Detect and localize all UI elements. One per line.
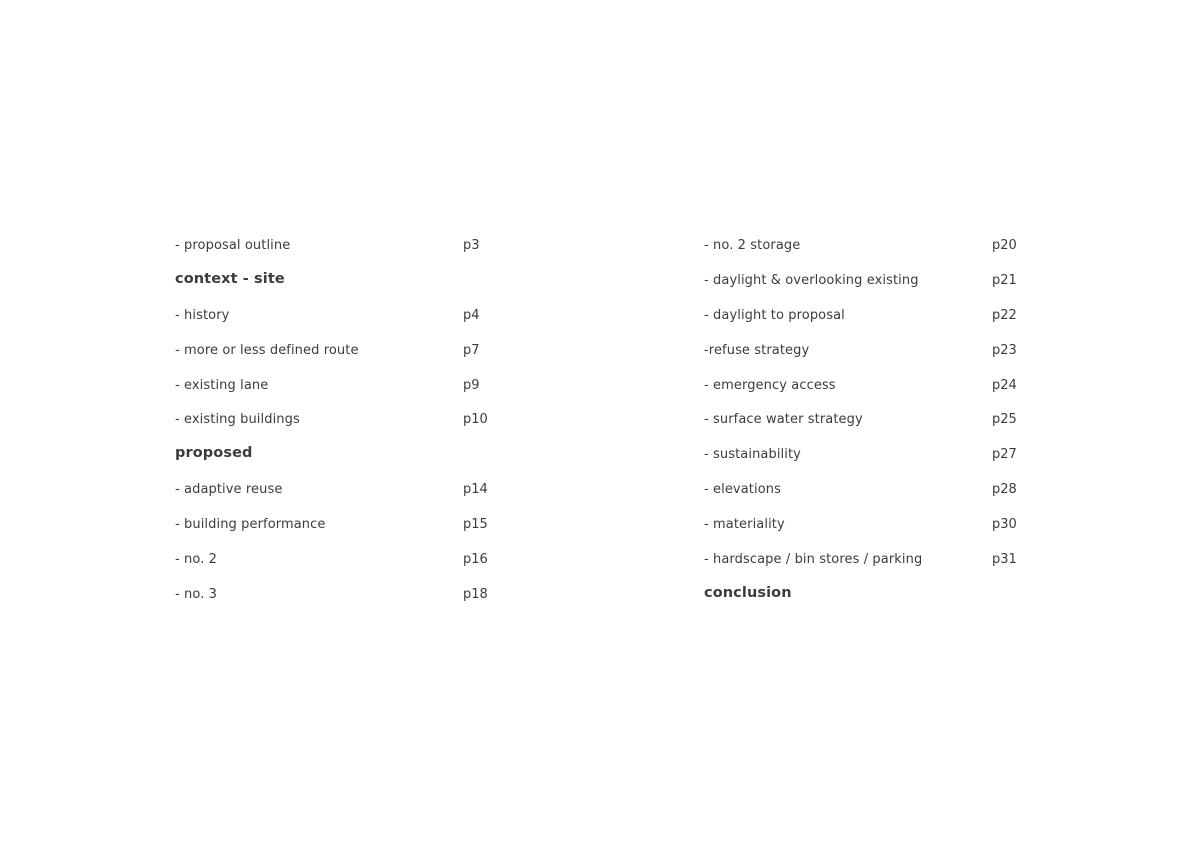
toc-section-heading[interactable] xyxy=(175,444,495,479)
toc-entry-page: p18 xyxy=(463,586,488,602)
toc-section-heading[interactable] xyxy=(704,584,1024,619)
toc-heading-label: context - site xyxy=(175,270,285,287)
toc-entry[interactable] xyxy=(175,235,495,270)
toc-entry-page: p21 xyxy=(992,272,1017,288)
toc-entry[interactable] xyxy=(175,584,495,619)
toc-entry-page: p7 xyxy=(463,342,480,358)
toc-entry-page: p10 xyxy=(463,412,488,428)
toc-entry-label: - history xyxy=(175,307,230,323)
toc-entry[interactable] xyxy=(175,549,495,584)
toc-entry-page: p27 xyxy=(992,447,1017,463)
toc-entry-page: p23 xyxy=(992,342,1017,358)
toc-entry-label: - elevations xyxy=(704,482,781,498)
toc-entry-page: p22 xyxy=(992,307,1017,323)
toc-entry-page: p3 xyxy=(463,238,480,253)
toc-entry-label: -refuse strategy xyxy=(704,342,810,358)
toc-entry[interactable] xyxy=(704,549,1024,584)
toc-entry[interactable] xyxy=(175,514,495,549)
toc-entry-label: - daylight to proposal xyxy=(704,307,845,323)
toc-entry-label: - no. 3 xyxy=(175,586,218,602)
toc-entry-label: - surface water strategy xyxy=(704,412,863,428)
toc-heading-label: conclusion xyxy=(704,584,792,601)
toc-entry[interactable] xyxy=(704,444,1024,479)
toc-entry-label: - hardscape / bin stores / parking xyxy=(704,552,923,568)
toc-entry-label: - no. 2 xyxy=(175,552,218,568)
toc-entry[interactable] xyxy=(175,340,495,375)
toc-entry-page: p25 xyxy=(992,412,1017,428)
toc-entry-label: - materiality xyxy=(704,517,785,533)
toc-entry[interactable] xyxy=(175,375,495,410)
toc-entry-label: - sustainability xyxy=(704,447,801,463)
toc-entry-label: - existing lane xyxy=(175,377,269,393)
toc-entry[interactable] xyxy=(704,270,1024,305)
toc-column-left xyxy=(175,235,495,619)
toc-entry-page: p28 xyxy=(992,482,1017,498)
toc-entry-page: p16 xyxy=(463,552,488,568)
toc-entry-label: - emergency access xyxy=(704,377,836,393)
toc-entry[interactable] xyxy=(704,235,1024,270)
toc-entry[interactable] xyxy=(175,409,495,444)
toc-entry-page: p15 xyxy=(463,517,488,533)
toc-entry-page: p20 xyxy=(992,238,1017,253)
toc-entry-page: p9 xyxy=(463,377,480,393)
toc-entry-page: p4 xyxy=(463,307,480,323)
toc-entry-label: - proposal outline xyxy=(175,238,291,253)
toc-entry-page: p14 xyxy=(463,482,488,498)
toc-entry[interactable] xyxy=(175,305,495,340)
toc-entry[interactable] xyxy=(175,479,495,514)
toc-entry[interactable] xyxy=(704,479,1024,514)
toc-entry[interactable] xyxy=(704,305,1024,340)
toc-section-heading[interactable] xyxy=(175,270,495,305)
toc-entry[interactable] xyxy=(704,409,1024,444)
toc-column-right xyxy=(704,235,1024,619)
toc-entry-page: p31 xyxy=(992,552,1017,568)
toc-entry-label: - building performance xyxy=(175,517,326,533)
toc-heading-label: proposed xyxy=(175,445,253,462)
toc-entry-label: - daylight & overlooking existing xyxy=(704,272,919,288)
toc-entry-label: - no. 2 storage xyxy=(704,238,801,253)
toc-entry-label: - adaptive reuse xyxy=(175,482,283,498)
toc-entry-page: p30 xyxy=(992,517,1017,533)
toc-entry[interactable] xyxy=(704,340,1024,375)
toc-entry-label: - more or less defined route xyxy=(175,342,359,358)
toc-entry-label: - existing buildings xyxy=(175,412,300,428)
toc-entry[interactable] xyxy=(704,375,1024,410)
toc-entry[interactable] xyxy=(704,514,1024,549)
toc-entry-page: p24 xyxy=(992,377,1017,393)
